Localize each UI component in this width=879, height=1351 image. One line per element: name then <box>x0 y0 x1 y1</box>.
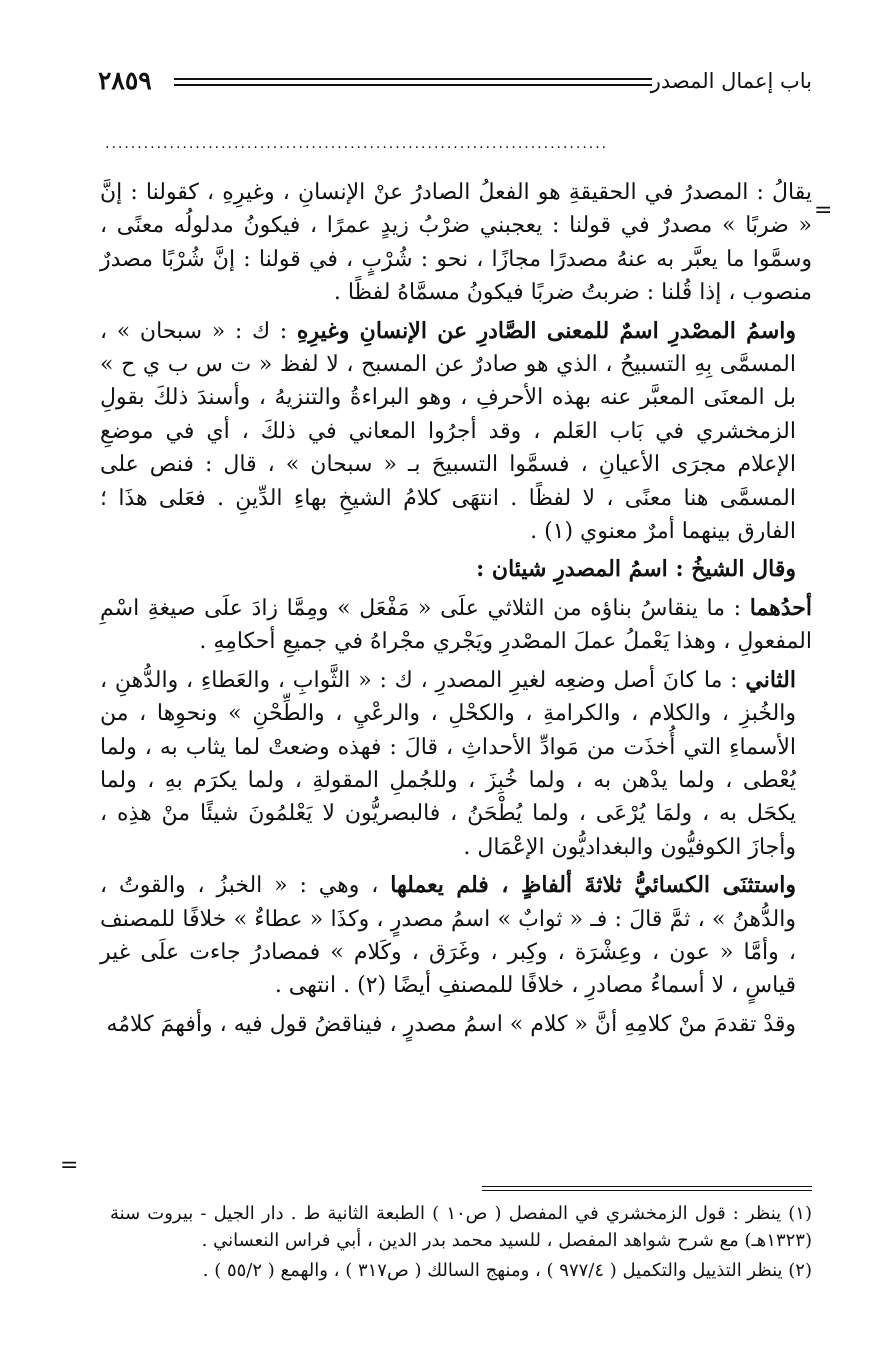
running-header <box>98 66 812 96</box>
paragraph-text: : ما كانَ أصل وضعِه لغيرِ المصدرِ ، ك : « الثَّوابِ ، والعَطاءِ ، والدُّهنِ ، والخُبزِ ، والكلام ، والكرامةِ ، والكحْلِ ، والرعْيِ ، والطِّحْنِ » ونحوِها ، من الأسماءِ التي أُخذَت من مَوادِّ الأحداثِ ، قالَ : فهذه وضعتْ لما يثاب به ، ولما يُعْطى ، ولما يدْهن به ، ولما خُبِزَ ، وللجُملِ المقولةِ ، ولما يكرَم بهِ ، ولما يكحَل به ، ولمَا يُرْعَى ، ولما يُطْحَنُ ، فالبصريُّون لا يَعْلمُونَ شيئًا منْ هذِه ، وأجازَ الكوفيُّون والبغداديُّون الإعْمَال . <box>100 667 796 860</box>
paragraph-text: ، وهي : « الخبزُ ، والقوتُ ، والدُّهنُ » ، ثمَّ قالَ : فـ « ثوابٌ » اسمُ مصدرٍ ، وكذَا « عطاءٌ » خلافًا للمصنف ، وأمَّا « عون ، وعِشْرَة ، وكِبر ، وغَرَق ، وكَلام » فمصادرُ جاءت علَى غير قياسٍ ، لا أسماءُ مصادرِ ، خلافًا للمصنفِ أيضًا (٢) . انتهى . <box>100 873 796 999</box>
paragraph-4 <box>100 592 812 659</box>
footnotes <box>110 1200 812 1287</box>
paragraph-1 <box>100 176 812 310</box>
page-number: ٢٨٥٩ <box>98 66 152 95</box>
paragraph-2 <box>100 315 812 549</box>
footnote-rule-lower <box>482 1190 812 1191</box>
paragraph-6 <box>100 869 812 1003</box>
paragraph-heading: واسمُ المصْدرِ اسمٌ للمعنى الصَّادرِ عن الإنسانِ وغيرِهِ <box>296 317 796 344</box>
paragraph-text: : ما ينقاسُ بناؤه من الثلاثي علَى « مَفْعَل » ومِمَّا زادَ علَى صيغةِ اسْمِ المفعولِ ، وهذا يَعْملُ عملَ المصْدرِ ويَجْري مجْراهُ في جميعِ أحكامِهِ . <box>100 595 812 655</box>
chapter-title: باب إعمال المصدر <box>650 69 812 93</box>
footnote-1: (١) ينظر : قول الزمخشري في المفصل ( ص١٠ ) الطبعة الثانية ط . دار الجيل - بيروت سنة (١٣٢٣هـ) مع شرح شواهد المفصل ، للسيد محمد بدر الدين ، أبي فراس النعساني . <box>110 1203 812 1251</box>
paragraph-heading: واستثنَى الكسائيُّ ثلاثةَ ألفاظٍ ، فلم يعملها <box>390 872 797 899</box>
paragraph-text: يقالُ : المصدرُ في الحقيقةِ هو الفعلُ الصادرُ عنْ الإنسانِ ، وغيرِهِ ، كقولنا : إنَّ « ضربًا » مصدرٌ في قولنا : يعجبني ضرْبُ زيدٍ عمرًا ، فيكونُ مدلولُه معنًى ، وسمَّوا ما يعبَّر به عنهُ مصدرًا مجازًا ، نحو : شُرْبٍ ، في قولنا : إنَّ شُرْبًا مصدرٌ منصوب ، إذا قُلنا : ضربتُ ضربًا فيكونُ مسمَّاهُ لفظًا . <box>100 180 812 306</box>
paragraph-heading: أحدُهما <box>749 594 812 621</box>
paragraph-3 <box>100 553 812 586</box>
paragraph-heading: وقال الشيخُ : اسمُ المصدرِ شيئان : <box>476 556 796 583</box>
footnote-2: (٢) ينظر التذييل والتكميل ( ٩٧٧/٤ ) ، ومنهج السالك ( ص٣١٧ ) ، والهمع ( ٥٥/٢ ) . <box>202 1260 812 1281</box>
continuation-mark-start: = <box>814 198 833 223</box>
paragraph-text: : ك : « سبحان » ، المسمَّى بِهِ التسبيحُ ، الذي هو صادرٌ عن المسبح ، لا لفظ « ت س ب ي ح » بل المعنَى المعبَّر عنه بهذه الأحرفِ ، وهو البراءةُ والتنزيهُ ، وأسندَ ذلكَ بقولِ الزمخشري في بَاب العَلم ، وقد أجرُوا المعاني في ذلكَ ، أي في موضعِ الإعلام مجرَى الأعيانِ ، فسمَّوا التسبيحَ بـ « سبحان » ، قال : فنص على المسمَّى هنا معنًى ، لا لفظًا . انتهَى كلامُ الشيخِ بهاءِ الدِّينِ . فعَلى هذَا ؛ الفارق بينهما أمرٌ معنوي (١) . <box>100 318 796 545</box>
footnote-rule <box>482 1186 812 1187</box>
continuation-mark-end: = <box>60 1153 79 1178</box>
header-double-rule <box>174 78 652 86</box>
paragraph-7 <box>100 1008 812 1041</box>
dotted-separator: .............................................................................. <box>105 136 609 152</box>
main-text <box>100 176 812 1046</box>
paragraph-5 <box>100 664 812 864</box>
paragraph-heading: الثاني <box>745 666 796 693</box>
paragraph-text: وقدْ تقدمَ منْ كلامِهِ أنَّ « كلام » اسمُ مصدرٍ ، فيناقضُ قول فيه ، وأفهمَ كلامُه <box>106 1011 796 1037</box>
